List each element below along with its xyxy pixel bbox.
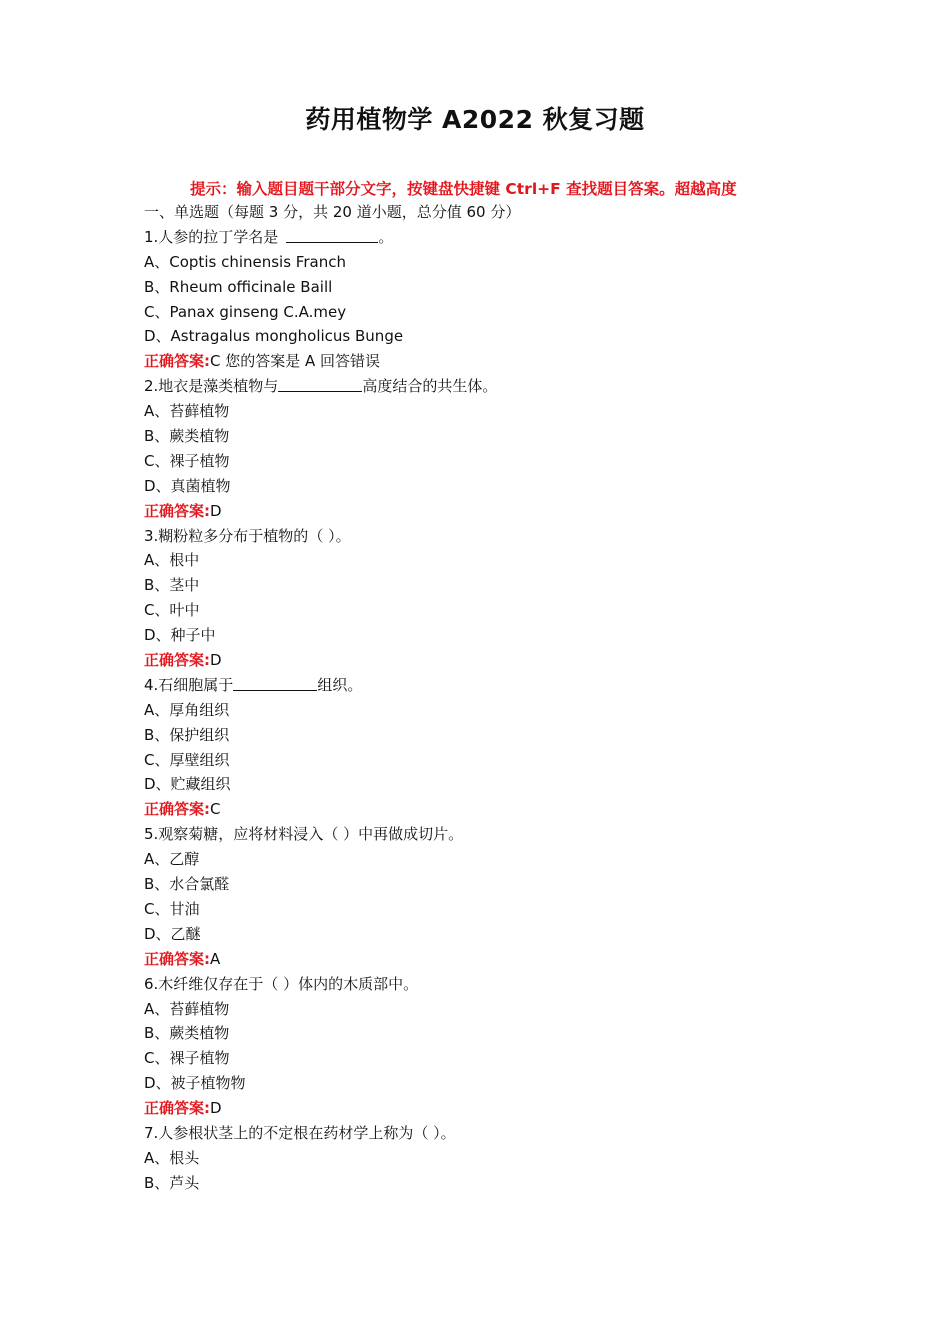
option: D、Astragalus mongholicus Bunge (144, 327, 404, 346)
question-stem: 5.观察菊糖，应将材料浸入（ ）中再做成切片。 (144, 825, 464, 844)
answer-label: 正确答案: (144, 800, 210, 819)
option: C、叶中 (144, 601, 200, 620)
fill-blank (286, 226, 378, 243)
answer-line (144, 349, 864, 374)
answer-label: 正确答案: (144, 1099, 210, 1118)
option: D、真菌植物 (144, 476, 231, 495)
option: D、贮藏组织 (144, 775, 231, 794)
answer-line (144, 797, 864, 822)
option: D、乙醚 (144, 924, 201, 943)
option: A、乙醇 (144, 850, 200, 869)
answer-line (144, 947, 864, 972)
question-stem: 4.石细胞属于 组织。 (144, 675, 363, 694)
option: C、裸子植物 (144, 451, 230, 470)
answer-value: D (210, 501, 222, 520)
fill-blank (233, 674, 317, 691)
question-stem: 1.人参的拉丁学名是 。 (144, 227, 394, 246)
answer-value: C (210, 800, 221, 819)
question-list (144, 200, 864, 1196)
answer-label: 正确答案: (144, 501, 210, 520)
option: B、蕨类植物 (144, 427, 230, 446)
option: C、Panax ginseng C.A.mey (144, 302, 347, 321)
document-title: 药用植物学 A2022 秋复习题 (305, 105, 645, 134)
answer-value: D (210, 651, 222, 670)
option: B、蕨类植物 (144, 1024, 230, 1043)
option: A、根头 (144, 1148, 200, 1167)
option: A、苔藓植物 (144, 999, 230, 1018)
answer-label: 正确答案: (144, 949, 210, 968)
question-stem: 6.木纤维仅存在于（ ）体内的木质部中。 (144, 974, 419, 993)
option: B、芦头 (144, 1173, 200, 1192)
option: B、茎中 (144, 576, 200, 595)
option: A、Coptis chinensis Franch (144, 252, 346, 271)
option: B、Rheum officinale Baill (144, 277, 333, 296)
option: C、厚壁组织 (144, 750, 230, 769)
answer-line (144, 499, 864, 524)
option: D、被子植物物 (144, 1074, 246, 1093)
option: C、甘油 (144, 899, 200, 918)
option: A、厚角组织 (144, 700, 230, 719)
answer-value: D (210, 1099, 222, 1118)
answer-line (144, 1096, 864, 1121)
question-stem: 7.人参根状茎上的不定根在药材学上称为（ ）。 (144, 1123, 456, 1142)
answer-value: C 您的答案是 A 回答错误 (210, 352, 381, 371)
option: D、种子中 (144, 626, 216, 645)
option: B、保护组织 (144, 725, 230, 744)
option: A、根中 (144, 551, 200, 570)
option: C、裸子植物 (144, 1049, 230, 1068)
search-hint: 提示：输入题目题干部分文字，按键盘快捷键 Ctrl+F 查找题目答案。超越高度 (190, 180, 737, 198)
answer-label: 正确答案: (144, 651, 210, 670)
option: A、苔藓植物 (144, 402, 230, 421)
question-stem: 3.糊粉粒多分布于植物的（ ）。 (144, 526, 351, 545)
answer-line (144, 648, 864, 673)
answer-value: A (210, 949, 221, 968)
fill-blank (278, 375, 362, 392)
section-heading: 一、单选题（每题 3 分，共 20 道小题，总分值 60 分） (144, 203, 521, 221)
answer-label: 正确答案: (144, 352, 210, 371)
question-stem: 2.地衣是藻类植物与 高度结合的共生体。 (144, 377, 498, 396)
option: B、水合氯醛 (144, 875, 230, 894)
